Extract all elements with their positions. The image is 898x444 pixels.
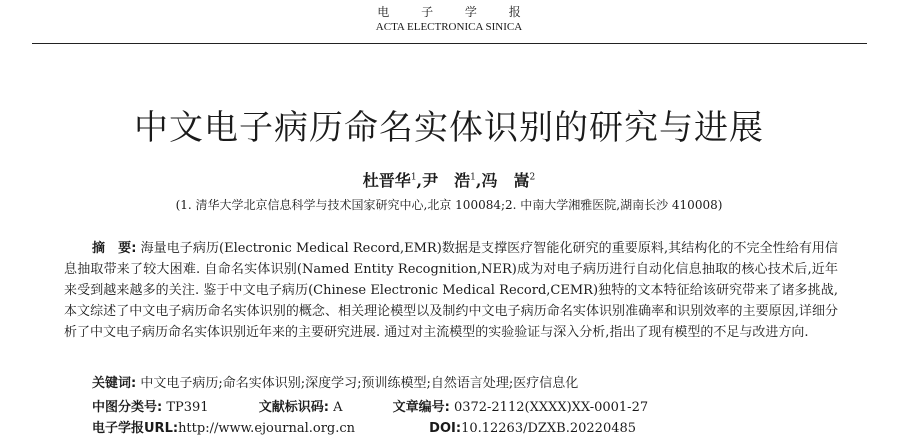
keywords-text: 中文电子病历;命名实体识别;深度学习;预训练模型;自然语言处理;医疗信息化 [140, 376, 579, 391]
doc-code-value: A [333, 400, 343, 415]
header-rule [32, 43, 867, 44]
author-name: 冯 嵩 [481, 171, 530, 190]
url-doi-row [92, 417, 852, 436]
author-name: 尹 浩 [422, 171, 471, 190]
journal-name-en: ACTA ELECTRONICA SINICA [375, 21, 523, 33]
affiliation: (1. 清华大学北京信息科学与技术国家研究中心,北京 100084;2. 中南大学湘雅医院,湖南长沙 410008) [175, 198, 723, 212]
author-affiliation-mark: 1 [410, 172, 417, 183]
journal-name-cn: 电 子 学 报 [377, 5, 535, 19]
keywords [92, 372, 842, 391]
url-label: 电子学报URL: [92, 421, 179, 436]
article-no-value: 0372-2112(XXXX)XX-0001-27 [453, 400, 649, 415]
url-link[interactable]: http://www.ejournal.org.cn [178, 421, 356, 436]
classification-row [92, 396, 852, 415]
article-no-label: 文章编号: [392, 400, 450, 415]
author-affiliation-mark: 2 [529, 172, 536, 183]
author-affiliation-mark: 1 [470, 172, 476, 183]
clc-value: TP391 [166, 400, 209, 415]
doi-label: DOI: [429, 421, 462, 436]
keywords-label: 关键词: [92, 376, 137, 391]
doi-value: 10.12263/DZXB.20220485 [461, 421, 637, 436]
clc-label: 中图分类号: [92, 400, 163, 415]
abstract [64, 238, 838, 343]
abstract-label: 摘 要: [92, 241, 137, 256]
doc-code-label: 文献标识码: [258, 400, 329, 415]
author-name: 杜晋华 [362, 171, 411, 190]
author-list: 杜晋华$^1$,尹 浩$^1$,冯 嵩$^2$ [362, 171, 536, 190]
paper-title: 中文电子病历命名实体识别的研究与进展 [134, 108, 764, 148]
abstract-text: 海量电子病历(Electronic Medical Record,EMR)数据是支撑医疗智能化研究的重要原料,其结构化的不完全性给有用信息抽取带来了较大困难. 自命名实体识别(Named Entity Recognition,NER)成为对电子病历进行自动化信息抽取的核心技术后,近年来受到越来越多的关注. 鉴于中文电子病历(Chinese Electronic Medical Record,CEMR)独特的文本特征给该研究带来了诸多挑战,本文综述了中文电子病历命名实体识别的概念、相关理论模型以及制约中文电子病历命名实体识别准确率和识别效率的主要原因,详细分析了中文电子病历命名实体识别近年来的主要研究进展. 通过对主流模型的实验验证与深入分析,指出了现有模型的不足与改进方向. [64, 241, 838, 340]
